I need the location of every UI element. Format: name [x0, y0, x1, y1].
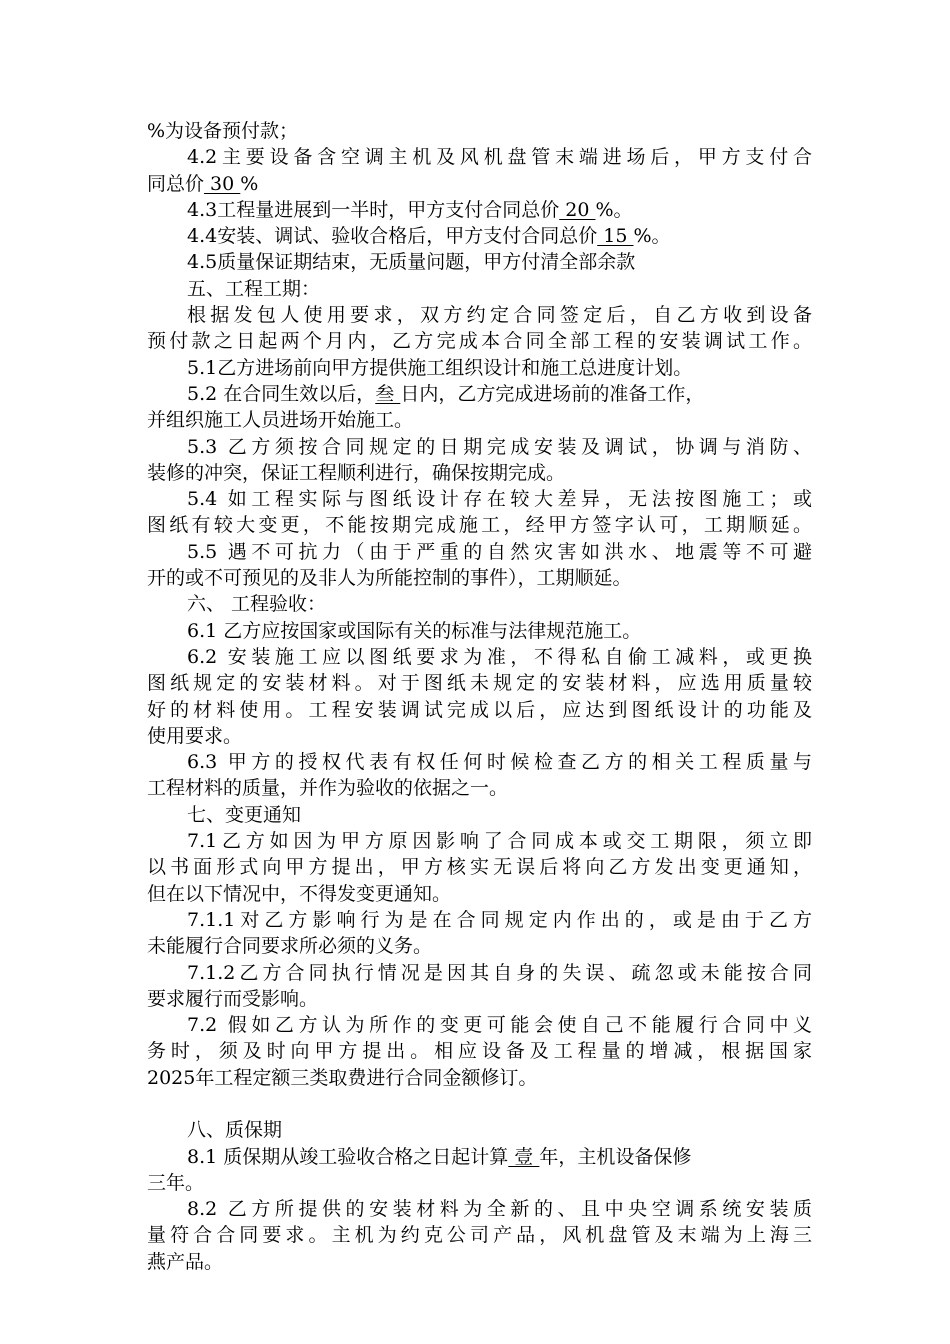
text-line: 好的材料使用。工程安装调试完成以后，应达到图纸设计的功能及 [147, 698, 812, 721]
text-line: 7.1.2乙方合同执行情况是因其自身的失误、疏忽或未能按合同 [187, 961, 812, 984]
text-line: 使用要求。 [147, 724, 243, 747]
text-line: 并组织施工人员进场开始施工。 [147, 409, 414, 432]
text-line: %为设备预付款； [147, 120, 299, 142]
filled-blank: 30 [204, 172, 241, 195]
text-line: 5.4 如工程实际与图纸设计存在较大差异，无法按图施工；或 [187, 488, 812, 511]
text-line: 2025年工程定额三类取费进行合同金额修订。 [147, 1066, 538, 1089]
text-line: 6.1 乙方应按国家或国际有关的标准与法律规范施工。 [187, 619, 642, 642]
text-line: 8.2 乙方所提供的安装材料为全新的、且中央空调系统安装质 [187, 1198, 812, 1221]
text-line: 工程材料的质量，并作为验收的依据之一。 [147, 777, 509, 800]
text-line: 三年。 [147, 1171, 205, 1194]
filled-blank: 15 [597, 225, 634, 248]
text-line: 务时，须及时向甲方提出。相应设备及工程量的增减，根据国家 [147, 1040, 812, 1063]
filled-blank: 20 [559, 198, 596, 221]
text-line: 量符合合同要求。主机为约克公司产品，风机盘管及末端为上海三 [147, 1224, 812, 1247]
text-line: 5.1乙方进场前向甲方提供施工组织设计和施工总进度计划。 [187, 356, 693, 379]
text-line: 7.1乙方如因为甲方原因影响了合同成本或交工期限，须立即 [187, 830, 812, 853]
section-heading: 七、变更通知 [187, 803, 302, 826]
section-heading: 六、 工程验收： [187, 593, 327, 616]
text-line: 7.2 假如乙方认为所作的变更可能会使自己不能履行合同中义 [187, 1014, 812, 1037]
filled-blank: 壹 [508, 1145, 540, 1168]
text-line: 同总价 30 % [147, 172, 259, 195]
text-line: 4.4安装、调试、验收合格后，甲方支付合同总价 15 %。 [187, 225, 671, 248]
text-line: 4.3工程量进展到一半时，甲方支付合同总价 20 %。 [187, 198, 633, 221]
text-line: 预付款之日起两个月内，乙方完成本合同全部工程的安装调试工作。 [147, 330, 812, 353]
text-line: 未能履行合同要求所必须的义务。 [147, 935, 433, 958]
text-line: 装修的冲突，保证工程顺利进行，确保按期完成。 [147, 461, 566, 484]
filled-blank: 叁 [375, 382, 401, 405]
text-line: 图纸有较大变更，不能按期完成施工，经甲方签字认可，工期顺延。 [147, 514, 812, 537]
text-line: 7.1.1对乙方影响行为是在合同规定内作出的，或是由于乙方 [187, 908, 812, 931]
text-line: 开的或不可预见的及非人为所能控制的事件），工期顺延。 [147, 567, 632, 590]
text-line: 5.2 在合同生效以后，叁 日内，乙方完成进场前的准备工作， [187, 382, 705, 405]
section-heading: 八、质保期 [187, 1119, 283, 1142]
text-line: 图纸规定的安装材料。对于图纸未规定的安装材料，应选用质量较 [147, 672, 812, 695]
text-line: 5.3 乙方须按合同规定的日期完成安装及调试，协调与消防、 [187, 435, 812, 458]
text-line: 4.2主要设备含空调主机及风机盘管末端进场后，甲方支付合 [187, 146, 812, 169]
contract-body [147, 118, 812, 1275]
text-line: 6.3 甲方的授权代表有权任何时候检查乙方的相关工程质量与 [187, 751, 812, 774]
text-line: 但在以下情况中，不得发变更通知。 [147, 882, 452, 905]
text-line: 5.5 遇不可抗力（由于严重的自然灾害如洪水、地震等不可避 [187, 540, 812, 563]
text-line: 8.1 质保期从竣工验收合格之日起计算 壹 年，主机设备保修 [187, 1145, 692, 1168]
text-line: 根据发包人使用要求，双方约定合同签定后，自乙方收到设备 [187, 304, 812, 327]
section-heading: 五、工程工期： [187, 277, 321, 300]
text-line: 要求履行而受影响。 [147, 987, 319, 1010]
text-line: 燕产品。 [147, 1250, 224, 1273]
text-line: 4.5质量保证期结束，无质量问题，甲方付清全部余款 [187, 251, 636, 274]
blank-line [147, 1091, 812, 1117]
text-line: 6.2 安装施工应以图纸要求为准，不得私自偷工减料，或更换 [187, 645, 812, 668]
text-line: 以书面形式向甲方提出，甲方核实无误后将向乙方发出变更通知， [147, 856, 812, 879]
